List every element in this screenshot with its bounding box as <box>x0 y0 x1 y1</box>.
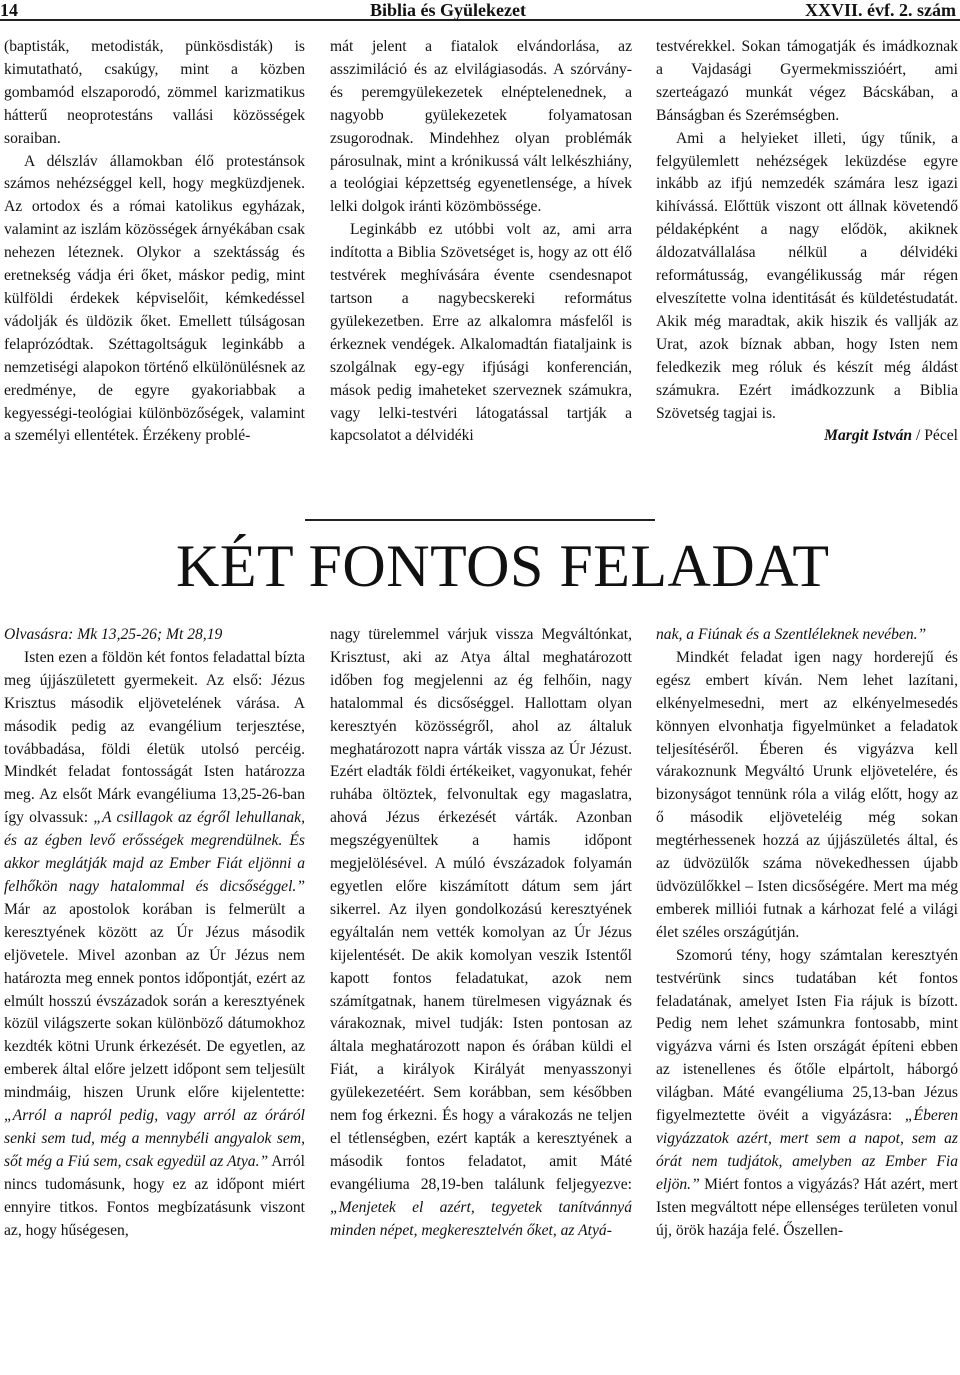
author-place: / Pécel <box>912 427 958 445</box>
bible-quote: nak, a Fiúnak és a Szentléleknek nevében.” <box>656 626 927 643</box>
article-column-1 <box>4 624 305 1242</box>
header-rule <box>0 19 960 21</box>
paragraph: testvérekkel. Sokan támogatják és imádkoznak a Vajdasági Gyermekmisszióért, ami szerteágazó munkát végez Bácskában, a Bánságban és Szerémségben. <box>656 38 958 124</box>
author-name: Margit István <box>824 427 913 445</box>
section-divider <box>305 519 655 521</box>
paragraph <box>656 624 958 647</box>
article-title: KÉT FONTOS FELADAT <box>176 533 830 599</box>
paragraph: Ami a helyieket illeti, úgy tűnik, a felgyülemlett nehézségek leküzdése egyre inkább az ifjú nemzedék számára lesz igazi kihívássá. Előttük viszont ott állnak követendő példaképként a nagy elődök, akiknek áldozatvállalása nélkül a délvidéki reformátusság, evangélikusság már régen elveszítette volna identitását és küldetéstudatát. Akik még maradtak, akik hiszik és vallják az Urat, azok bíznak abban, hogy Isten nem feledkezik meg róluk és készít még áldást számukra. Ezért imádkozzunk a Biblia Szövetség tagjai is. <box>656 129 958 422</box>
text-run: Már az apostolok korában is felmerült a keresztyének között az Úr Jézus második eljövetele. Mivel azonban az Úr Jézus nem határozta meg ennek pontos időpontját, ezért az elmúlt hosszú évszázadok során a keresztyének közül világszerte sokan különböző dátumokhoz kezdték kötni Urunk érkezését. De egyetlen, az emberek által előre jelzett időpont sem teljesült mindmáig, hiszen Urunk előre kijelentette: <box>4 900 305 1102</box>
text-run: Arról nincs tudomásunk, hogy ez az időpont miért ennyire titkos. Fontos megbízatásunk viszont az, hogy hűségesen, <box>4 1152 305 1239</box>
paragraph: Mindkét feladat igen nagy horderejű és egész embert kíván. Nem lehet lazítani, elkényelmesedni, mert az elkényelmesedés könnyen elvonhatja figyelmünket a feladatok teljesítéséről. Éberen és vigyázva kell várakoznunk Megváltó Urunk eljövetelére, és bizonyságot tennünk róla a világ előtt, hogy az ő második eljöveteléig még sokan megtérhessenek hozzá az újjászületés által, és az üdvözülők száma növekedhessen újabb üdvözülőkkel – Isten dicsőségére. Mert ma még emberek milliói futnak a kárhozat felé a világi élet széles országútján. <box>656 648 958 941</box>
bible-quote: „Menjetek el azért, tegyetek tanítvánnyá minden népet, megkeresztelvén őket, az Atyá- <box>330 1198 632 1239</box>
page-number: 14 <box>0 0 18 20</box>
issue-label: XXVII. évf. 2. szám <box>805 0 956 20</box>
text-run: Miért fontos a vigyázás? Hát azért, mert Isten megváltott népe ellenséges területen vonul új, örök hazája felé. Őszellen- <box>656 1175 958 1239</box>
text-run: Szomorú tény, hogy számtalan keresztyén testvérünk sincs tudatában két fontos feladatának, amelyet Isten Fia rájuk is bízott. Pedig nem lehet számunkra fontosabb, mint vigyázva várni és Isten országát építeni ebben az istenellenes és őtőle elpártolt, háborgó világban. Máté evangéliuma 25,13-ban Jézus figyelmeztette övéit a vigyázásra: <box>656 946 958 1125</box>
paragraph <box>656 945 958 1243</box>
paragraph: A délszláv államokban élő protestánsok számos nehézséggel kell, hogy megküzdjenek. Az ortodox és a római katolikus egyházak, valamint az iszlám közösségek árnyékában csak nehezen léteznek. Olykor a szektásság és eretnekség vádja éri őket, máskor pedig, mint külföldi érdekek képviselőit, kémkedéssel vádolják és üldözik őket. Emellett túlságosan felaprózódtak. Széttagoltságuk leginkább a nemzetiségi alapokon történő elkülönülésnek az eredménye, de egyre gyakoriabbak a kegyességi-teológiai különbözőségek, valamint a személyi ellentétek. Érzékeny problé- <box>4 152 305 445</box>
text-run: nagy türelemmel várjuk vissza Megváltónkat, Krisztust, aki az Atya által meghatározott időben fog megjelenni az ég felhőin, nagy hatalommal és dicsőséggel. Hallottam olyan keresztyén közösségről, ahol az általuk meghatározott napra várták vissza az Úr Jézust. Ezért eladták földi értékeiket, vagyonukat, fehér ruhába öltöztek, felvonultak egy magaslatra, ahová Jézus érkezését várták. Azonban megszégyenültek a hamis időpont megjelölésével. A múló évszázadok folyamán egyetlen előre kiszámított dátum sem járt sikerrel. Az ilyen gondolkozású keresztyének egyáltalán nem vették komolyan az Úr Jézus kijelentését. De akik komolyan veszik Istentől kapott fontos feladatukat, azok nem számítgatnak, hanem türelmesen vigyáznak és várakoznak, mivel tudják: Isten pontosan az általa meghatározott napon és órában küldi el Fiát, a királyok Királyát menyasszonyi gyülekezetéért. Sem korábban, sem későbben nem fog érkezni. És hogy a várakozás ne teljen el tétlenségben, ezért kapták a keresztyének a második fontos feladatot, amit Máté evangéliuma 28,19-ben találunk feljegyezve: <box>330 626 632 1193</box>
bible-quote: „A csillagok az égről lehullanak, és az égben levő erősségek megrendülnek. És akkor meglátják majd az Ember Fiát eljönni a felhőkön nagy hatalommal és dicsőséggel.” <box>4 809 305 895</box>
prev-article-column-1 <box>4 36 305 448</box>
reading-reference: Olvasásra: Mk 13,25-26; Mt 28,19 <box>4 626 223 643</box>
paragraph <box>4 647 305 1243</box>
prev-article-column-2 <box>330 36 632 448</box>
bible-quote: „Éberen vigyázzatok azért, mert sem a napot, sem az órát nem tudjátok, amelyben az Ember Fia eljön.” <box>656 1107 958 1193</box>
article-column-2 <box>330 624 632 1242</box>
bible-quote: „Arról a napról pedig, vagy arról az óráról senki sem tud, még a mennybéli angyalok sem, sőt még a Fiú sem, csak egyedül az Atya.” <box>4 1107 305 1170</box>
page-header <box>0 0 960 26</box>
paragraph: Leginkább ez utóbbi volt az, ami arra indította a Biblia Szövetséget is, hogy az ott élő testvérek meghívására évente csendesnapot tartson a nagybecskereki református gyülekezetben. Erre az alkalomra másfelől is érkeznek vendégek. Alkalomadtán fiataljaink is szolgálnak egy-egy ifjúsági konferencián, mások pedig imaheteket szerveznek számukra, vagy lelki-testvéri látogatással tartják a kapcsolatot a délvidéki <box>330 221 632 445</box>
text-run: Isten ezen a földön két fontos feladattal bízta meg újjászületett gyermekeit. Az első: Jézus Krisztus második eljövetelének várása. A második pedig az evangélium terjesztése, továbbadása, földi életük utolsó percéig. Mindkét feladat fontosságát Isten határozza meg. Az elsőt Márk evangéliuma 13,25-26-ban így olvassuk: <box>4 648 305 827</box>
prev-article-column-3 <box>656 36 958 448</box>
paragraph: mát jelent a fiatalok elvándorlása, az asszimiláció és az elvilágiasodás. A szórvány- és peremgyülekezetek elnéptelenednek, a nagyobb gyülekezetek folyamatosan zsugorodnak. Mindehhez olyan problémák párosulnak, mint a krónikussá vált lelkészhiány, a teológiai képzettség egyenetlensége, a hívek lelki dolgok iránti közömbössége. <box>330 38 632 216</box>
article-column-3 <box>656 624 958 1242</box>
paragraph: (baptisták, metodisták, pünkösdisták) is kimutatható, csakúgy, mint a közben gombamód elszaporodó, zömmel karizmatikus hátterű neoprotestáns vallási közösségek soraiban. <box>4 38 305 147</box>
journal-title: Biblia és Gyülekezet <box>370 0 526 20</box>
paragraph <box>330 624 632 1242</box>
author-signature <box>656 425 958 448</box>
